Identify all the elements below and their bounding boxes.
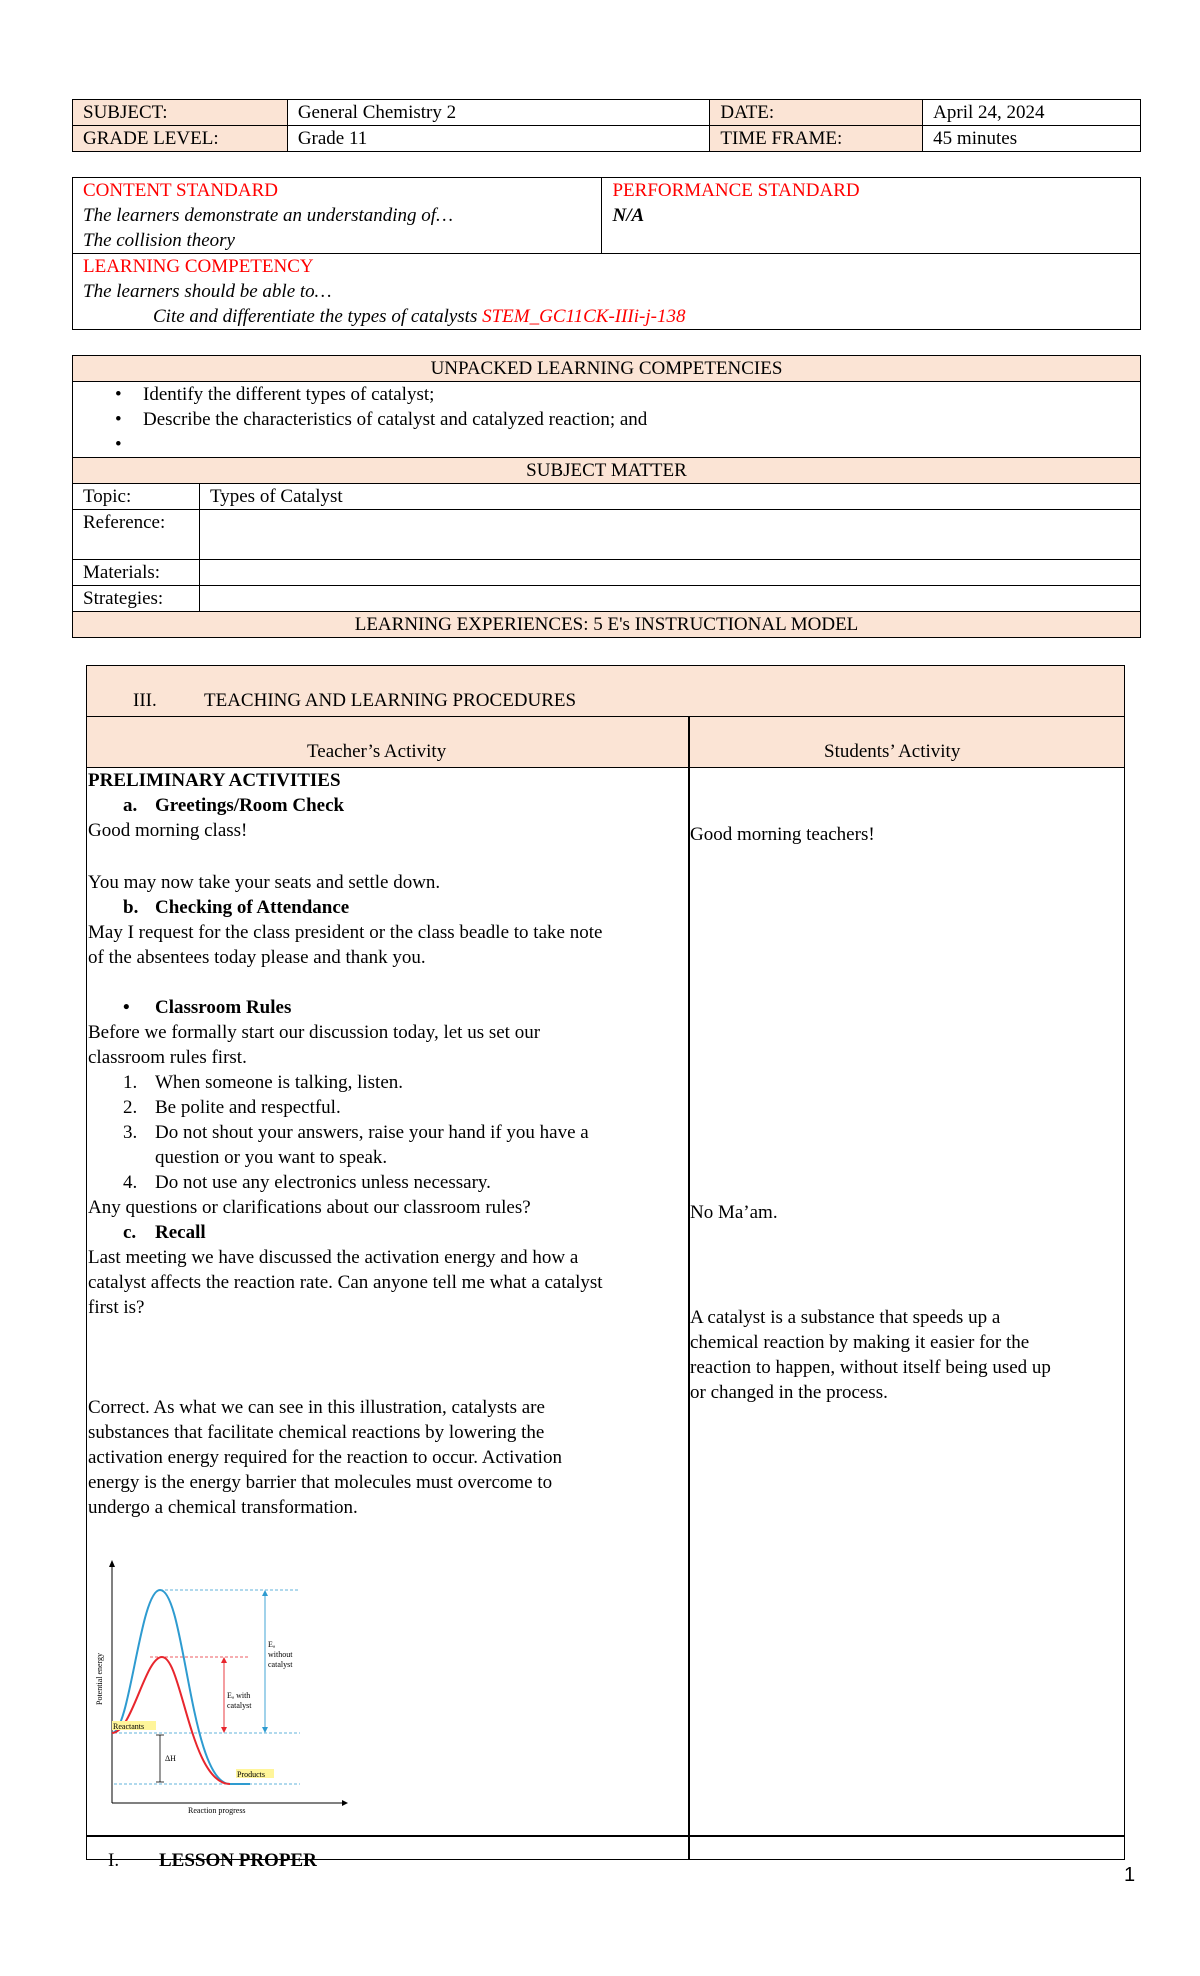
y-axis-label: Potential energy — [95, 1652, 104, 1705]
column-divider — [688, 717, 690, 1860]
products-label: Products — [237, 1770, 265, 1779]
subject-matter-title: SUBJECT MATTER — [73, 458, 1141, 484]
correct-line: substances that facilitate chemical reactions by lowering the — [88, 1422, 545, 1443]
learning-competency-cell — [73, 254, 1141, 330]
rules-intro1: Before we formally start our discussion today, let us set our — [88, 1022, 541, 1043]
bullet-icon: • — [115, 434, 122, 455]
seats-line: You may now take your seats and settle down. — [88, 872, 441, 893]
procedures-heading — [87, 666, 1124, 717]
correct-line: Correct. As what we can see in this illustration, catalysts are — [88, 1397, 545, 1418]
time-label: TIME FRAME: — [710, 126, 923, 152]
column-headers — [87, 717, 1124, 768]
rule-item: 1. When someone is talking, listen. — [123, 1072, 404, 1093]
ea-without-arrow-tail-icon — [262, 1727, 268, 1733]
bullet-icon: • — [115, 384, 122, 405]
lesson-number: I. — [108, 1850, 120, 1871]
performance-standard-title: PERFORMANCE STANDARD — [612, 180, 860, 201]
x-axis-arrow-icon — [342, 1800, 348, 1806]
recall-line2: catalyst affects the reaction rate. Can anyone tell me what a catalyst — [88, 1272, 603, 1293]
attendance-line2: of the absentees today please and thank you. — [88, 947, 426, 968]
correct-line: undergo a chemical transformation. — [88, 1497, 358, 1518]
list-item — [83, 432, 1130, 457]
recall-heading: c. Recall — [123, 1222, 206, 1243]
section-title: TEACHING AND LEARNING PROCEDURES — [204, 690, 577, 711]
teacher-column — [88, 768, 684, 1520]
grade-value: Grade 11 — [287, 126, 710, 152]
student-header: Students’ Activity — [824, 741, 961, 762]
subject-matter-table — [72, 355, 1141, 638]
recall-line1: Last meeting we have discussed the activation energy and how a — [88, 1247, 579, 1268]
row-divider — [86, 1835, 1125, 1837]
bullet-icon: • — [115, 409, 122, 430]
lesson-title: LESSON PROPER — [159, 1850, 317, 1871]
learning-competency-line2 — [83, 304, 1130, 329]
student-no: No Ma’am. — [690, 1202, 778, 1223]
rule-item: 4. Do not use any electronics unless necessary. — [123, 1172, 491, 1193]
unpacked-title: UNPACKED LEARNING COMPETENCIES — [73, 356, 1141, 382]
topic-value: Types of Catalyst — [199, 484, 1140, 510]
ea-without-arrow-head-icon — [262, 1590, 268, 1596]
section-number: III. — [133, 690, 157, 711]
list-item: • Describe the characteristics of catalyst and catalyzed reaction; and — [83, 407, 1130, 432]
rule-item: 2. Be polite and respectful. — [123, 1097, 341, 1118]
list-item: • Identify the different types of catalyst; — [83, 382, 1130, 407]
header-table — [72, 99, 1141, 152]
grade-label: GRADE LEVEL: — [73, 126, 288, 152]
date-label: DATE: — [710, 100, 923, 126]
student-answer: A catalyst is a substance that speeds up a chemical reaction by making it easier for the reaction to happen, without itself being used up or changed in the process. — [690, 1307, 1051, 1403]
greet-line: Good morning class! — [88, 820, 248, 841]
reference-value — [199, 510, 1140, 560]
content-standard-line2: The collision theory — [83, 230, 235, 251]
materials-value — [199, 560, 1140, 586]
standards-table — [72, 177, 1141, 330]
time-value: 45 minutes — [923, 126, 1141, 152]
competency-code: STEM_GC11CK-IIIi-j-138 — [482, 306, 686, 327]
attendance-line1: May I request for the class president or the class beadle to take note — [88, 922, 603, 943]
rule-item-continued: question or you want to speak. — [155, 1147, 388, 1168]
rules-intro2: classroom rules first. — [88, 1047, 247, 1068]
competency-text: Cite and differentiate the types of catalysts — [153, 306, 478, 327]
uncatalyzed-curve — [112, 1590, 250, 1784]
ea-with-label: catalyst — [227, 1701, 252, 1710]
page-number: 1 — [1124, 1864, 1136, 1886]
greetings-heading: a. Greetings/Room Check — [123, 795, 345, 816]
bullet-icon: • — [123, 997, 130, 1018]
content-standard-title: CONTENT STANDARD — [83, 180, 278, 201]
teacher-header: Teacher’s Activity — [307, 741, 447, 762]
ea-without-label: catalyst — [268, 1660, 293, 1669]
rules-question: Any questions or clarifications about our classroom rules? — [88, 1197, 531, 1218]
rules-heading: • Classroom Rules — [123, 997, 292, 1018]
ea-with-arrow-head-icon — [221, 1657, 227, 1663]
learning-competency-title: LEARNING COMPETENCY — [83, 256, 314, 277]
ea-without-label: without — [268, 1650, 293, 1659]
materials-label: Materials: — [73, 560, 200, 586]
unpacked-list — [73, 382, 1141, 458]
ea-with-label: Eₐ with — [227, 1691, 251, 1700]
performance-standard-cell — [602, 178, 1141, 254]
content-standard-line1: The learners demonstrate an understanding of… — [83, 205, 453, 226]
performance-standard-value: N/A — [612, 205, 645, 226]
topic-label: Topic: — [73, 484, 200, 510]
x-axis-label: Reaction progress — [188, 1806, 246, 1815]
strategies-value — [199, 586, 1140, 612]
strategies-label: Strategies: — [73, 586, 200, 612]
student-greet: Good morning teachers! — [690, 824, 875, 845]
learning-experiences-title: LEARNING EXPERIENCES: 5 E's INSTRUCTIONAL MODEL — [73, 612, 1141, 638]
date-value: April 24, 2024 — [923, 100, 1141, 126]
y-axis-arrow-icon — [109, 1560, 115, 1567]
correct-line: energy is the energy barrier that molecules must overcome to — [88, 1472, 553, 1493]
learning-competency-line1: The learners should be able to… — [83, 281, 332, 302]
rule-item: 3. Do not shout your answers, raise your hand if you have a — [123, 1122, 589, 1143]
delta-h-label: ΔH — [165, 1754, 176, 1763]
reference-label: Reference: — [73, 510, 200, 560]
correct-line: activation energy required for the reaction to occur. Activation — [88, 1447, 562, 1468]
content-standard-cell — [73, 178, 602, 254]
catalyzed-curve — [112, 1657, 230, 1784]
recall-line3: first is? — [88, 1297, 145, 1318]
energy-diagram — [90, 1555, 350, 1815]
subject-value: General Chemistry 2 — [287, 100, 710, 126]
attendance-heading: b. Checking of Attendance — [123, 897, 350, 918]
reactants-label: Reactants — [113, 1722, 145, 1731]
preliminary-title: PRELIMINARY ACTIVITIES — [88, 770, 341, 791]
ea-without-label: Eₐ — [268, 1640, 276, 1649]
ea-with-arrow-tail-icon — [221, 1727, 227, 1733]
subject-label: SUBJECT: — [73, 100, 288, 126]
